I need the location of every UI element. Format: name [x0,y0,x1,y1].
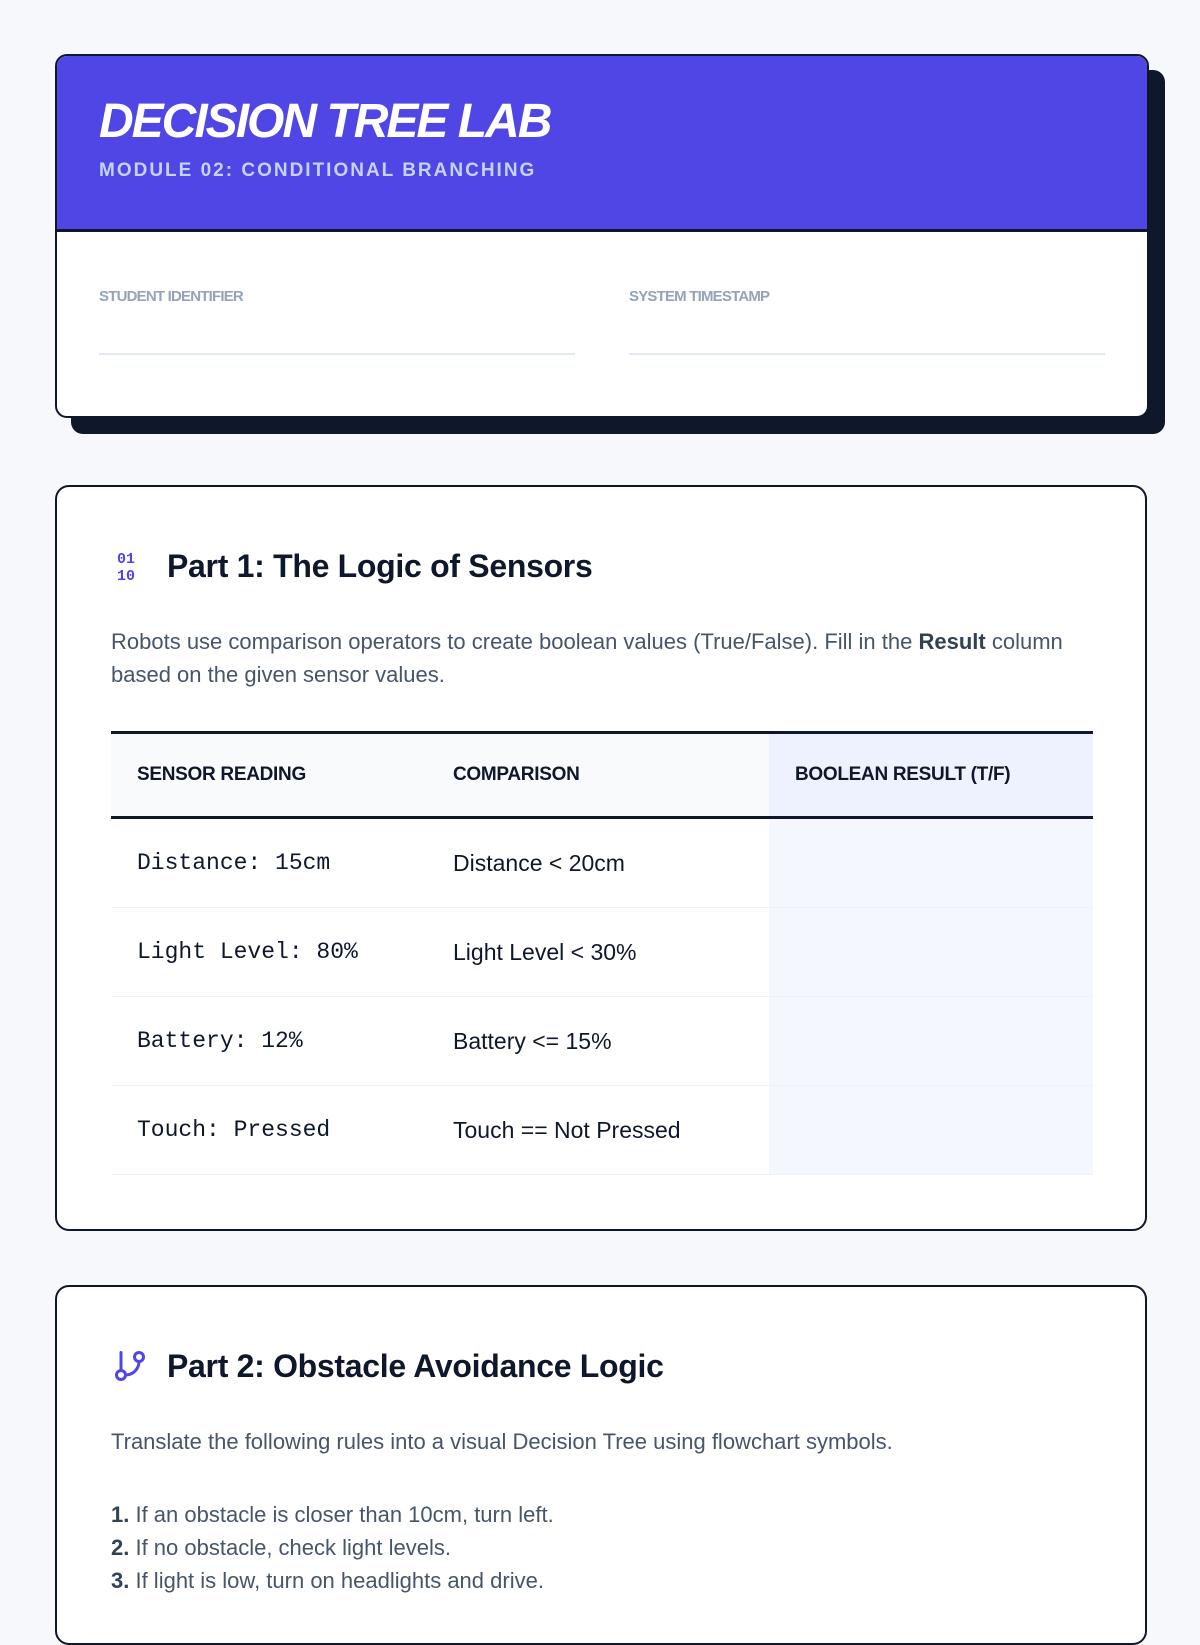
column-header-comparison: COMPARISON [427,733,769,818]
rule-number: 3. [111,1568,130,1593]
student-identifier-field [99,232,575,355]
page-subtitle: MODULE 02: CONDITIONAL BRANCHING [99,160,537,181]
boolean-result-input[interactable] [769,997,1093,1086]
system-timestamp-label: SYSTEM TIMESTAMP [629,288,770,305]
student-identifier-label: STUDENT IDENTIFIER [99,288,243,305]
comparison-cell: Distance < 20cm [427,818,769,908]
comparison-cell: Touch == Not Pressed [427,1086,769,1175]
rules-list [111,1498,1091,1597]
system-timestamp-input[interactable] [629,305,1105,355]
identity-fields [57,232,1147,355]
column-header-boolean-result: BOOLEAN RESULT (T/F) [769,733,1093,818]
header-banner [57,56,1147,232]
part1-intro-pre: Robots use comparison operators to create boolean values (True/False). Fill in the [111,629,919,654]
sensor-table [111,731,1093,1175]
rule-text: If light is low, turn on headlights and drive. [129,1568,544,1593]
sensor-reading-cell: Light Level: 80% [111,908,427,997]
list-item [111,1564,1091,1597]
part1-intro-bold: Result [918,629,986,654]
rule-number: 1. [111,1502,130,1527]
student-identifier-input[interactable] [99,305,575,355]
table-row [111,997,1093,1086]
part1-heading [111,547,1091,585]
svg-text:10: 10 [117,568,136,583]
comparison-cell: Battery <= 15% [427,997,769,1086]
boolean-result-input[interactable] [769,1086,1093,1175]
header-card [55,54,1149,418]
part2-instructions: Translate the following rules into a visual Decision Tree using flowchart symbols. [111,1429,893,1454]
part1-intro-post: column based on the given sensor values. [111,629,1063,687]
table-row [111,818,1093,908]
binary-icon [111,547,149,585]
part2-title: Part 2: Obstacle Avoidance Logic [167,1347,664,1384]
table-row [111,1086,1093,1175]
svg-text:01: 01 [117,551,136,568]
comparison-cell: Light Level < 30% [427,908,769,997]
part1-section [55,485,1147,1231]
list-item [111,1531,1091,1564]
table-header-row [111,733,1093,818]
part1-title: Part 1: The Logic of Sensors [167,547,593,584]
list-item [111,1498,1091,1531]
rule-text: If no obstacle, check light levels. [129,1535,451,1560]
part2-heading [111,1347,1091,1385]
column-header-sensor-reading: SENSOR READING [111,733,427,818]
page-title: DECISION TREE LAB [99,95,551,148]
rule-text: If an obstacle is closer than 10cm, turn left. [129,1502,554,1527]
boolean-result-input[interactable] [769,908,1093,997]
rule-number: 2. [111,1535,130,1560]
system-timestamp-field [629,232,1105,355]
table-row [111,908,1093,997]
sensor-reading-cell: Distance: 15cm [111,818,427,908]
part2-section [55,1285,1147,1645]
git-branch-icon [111,1347,149,1385]
part1-instructions [111,625,1091,691]
sensor-reading-cell: Touch: Pressed [111,1086,427,1175]
boolean-result-input[interactable] [769,818,1093,908]
sensor-reading-cell: Battery: 12% [111,997,427,1086]
